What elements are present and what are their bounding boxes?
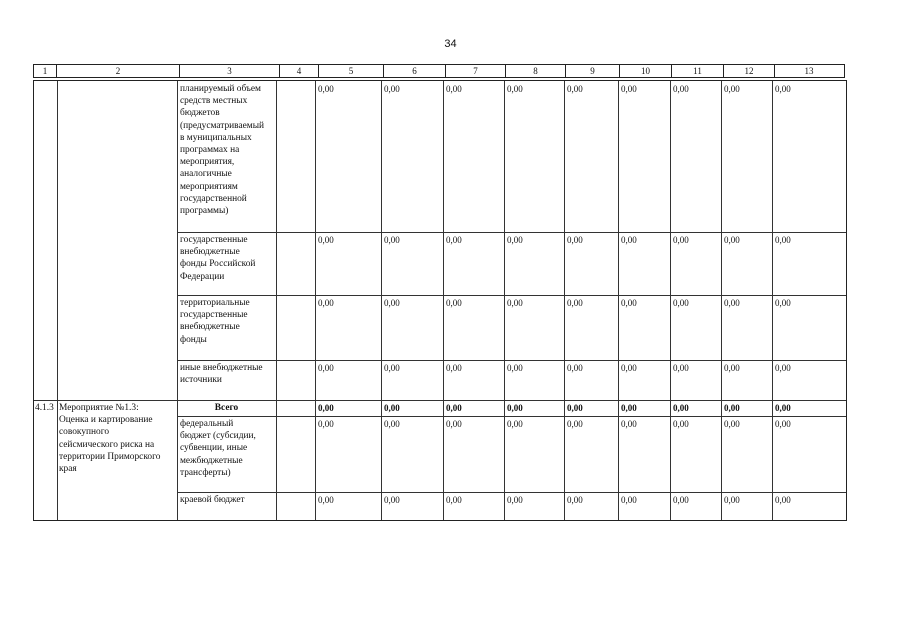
value-cell: 0,00 xyxy=(507,84,523,94)
value-cell: 0,00 xyxy=(318,84,334,94)
col-divider xyxy=(618,81,619,520)
row-divider xyxy=(177,360,846,361)
col-divider xyxy=(381,81,382,520)
value-cell: 0,00 xyxy=(775,84,791,94)
funding-source-cell: иные внебюджетные источники xyxy=(180,363,263,386)
value-cell: 0,00 xyxy=(775,419,791,429)
header-col-10: 10 xyxy=(620,65,672,77)
row-divider xyxy=(177,295,846,296)
value-cell: 0,00 xyxy=(384,235,400,245)
value-cell: 0,00 xyxy=(567,235,583,245)
header-col-2: 2 xyxy=(57,65,180,77)
value-cell: 0,00 xyxy=(775,298,791,308)
header-col-6: 6 xyxy=(384,65,446,77)
header-col-5: 5 xyxy=(319,65,384,77)
col-divider xyxy=(504,81,505,520)
value-cell: 0,00 xyxy=(384,84,400,94)
value-cell: 0,00 xyxy=(446,235,462,245)
value-cell: 0,00 xyxy=(673,298,689,308)
row-divider xyxy=(177,492,846,493)
value-cell: 0,00 xyxy=(673,84,689,94)
value-cell: 0,00 xyxy=(507,419,523,429)
row-divider xyxy=(177,416,846,417)
value-cell: 0,00 xyxy=(384,419,400,429)
value-cell: 0,00 xyxy=(567,84,583,94)
value-cell: 0,00 xyxy=(318,298,334,308)
value-cell: 0,00 xyxy=(567,403,583,413)
header-col-7: 7 xyxy=(446,65,506,77)
row-divider xyxy=(34,400,846,401)
page-number: 34 xyxy=(444,38,457,50)
value-cell: 0,00 xyxy=(446,419,462,429)
value-cell: 0,00 xyxy=(567,495,583,505)
value-cell: 0,00 xyxy=(724,403,740,413)
col-divider xyxy=(772,81,773,520)
value-cell: 0,00 xyxy=(507,298,523,308)
value-cell: 0,00 xyxy=(724,363,740,373)
value-cell: 0,00 xyxy=(446,363,462,373)
value-cell: 0,00 xyxy=(724,495,740,505)
value-cell: 0,00 xyxy=(507,363,523,373)
budget-table xyxy=(33,80,847,521)
col-divider xyxy=(443,81,444,520)
header-col-13: 13 xyxy=(804,66,814,76)
value-cell: 0,00 xyxy=(724,419,740,429)
value-cell: 0,00 xyxy=(621,403,637,413)
value-cell: 0,00 xyxy=(621,84,637,94)
value-cell: 0,00 xyxy=(775,235,791,245)
value-cell: 0,00 xyxy=(621,495,637,505)
funding-source-cell: планируемый объем средств местных бюджетов (предусматриваемый в муниципальных программах на мероприятия, аналогичные мероприятиям государственной программы) xyxy=(180,84,265,217)
value-cell: 0,00 xyxy=(318,495,334,505)
value-cell: 0,00 xyxy=(507,235,523,245)
value-cell: 0,00 xyxy=(446,298,462,308)
header-col-9: 9 xyxy=(566,65,620,77)
measure-number: 4.1.3 xyxy=(35,403,54,413)
funding-source-total: Всего xyxy=(214,403,239,413)
value-cell: 0,00 xyxy=(567,363,583,373)
value-cell: 0,00 xyxy=(507,403,523,413)
value-cell: 0,00 xyxy=(384,495,400,505)
value-cell: 0,00 xyxy=(446,495,462,505)
value-cell: 0,00 xyxy=(318,363,334,373)
funding-source-cell: федеральный бюджет (субсидии, субвенции, иные межбюджетные трансферты) xyxy=(180,419,256,478)
funding-source-cell: государственные внебюджетные фонды Российской Федерации xyxy=(180,235,256,282)
value-cell: 0,00 xyxy=(567,419,583,429)
header-col-11: 11 xyxy=(672,65,724,77)
col-divider xyxy=(276,81,277,520)
value-cell: 0,00 xyxy=(724,235,740,245)
value-cell: 0,00 xyxy=(507,495,523,505)
value-cell: 0,00 xyxy=(318,235,334,245)
header-col-8: 8 xyxy=(506,65,566,77)
value-cell: 0,00 xyxy=(567,298,583,308)
col-divider xyxy=(721,81,722,520)
value-cell: 0,00 xyxy=(446,84,462,94)
row-divider xyxy=(177,232,846,233)
header-col-12: 12 xyxy=(724,65,775,77)
value-cell: 0,00 xyxy=(673,235,689,245)
value-cell: 0,00 xyxy=(384,298,400,308)
col-divider xyxy=(315,81,316,520)
table-header xyxy=(33,64,845,78)
value-cell: 0,00 xyxy=(384,403,400,413)
col-divider xyxy=(670,81,671,520)
value-cell: 0,00 xyxy=(621,363,637,373)
value-cell: 0,00 xyxy=(673,403,689,413)
value-cell: 0,00 xyxy=(446,403,462,413)
funding-source-cell: территориальные государственные внебюджетные фонды xyxy=(180,298,250,345)
value-cell: 0,00 xyxy=(384,363,400,373)
funding-source-cell: краевой бюджет xyxy=(180,495,245,505)
header-col-1: 1 xyxy=(34,65,57,77)
value-cell: 0,00 xyxy=(775,495,791,505)
value-cell: 0,00 xyxy=(621,298,637,308)
header-col-3: 3 xyxy=(180,65,280,77)
value-cell: 0,00 xyxy=(673,419,689,429)
value-cell: 0,00 xyxy=(621,419,637,429)
col-divider xyxy=(564,81,565,520)
col-divider xyxy=(177,81,178,520)
measure-name: Мероприятие №1.3: Оценка и картирование совокупного сейсмического риска на территории Приморского края xyxy=(59,403,161,475)
value-cell: 0,00 xyxy=(775,403,791,413)
value-cell: 0,00 xyxy=(318,419,334,429)
col-divider xyxy=(57,81,58,520)
value-cell: 0,00 xyxy=(724,84,740,94)
value-cell: 0,00 xyxy=(318,403,334,413)
value-cell: 0,00 xyxy=(673,495,689,505)
value-cell: 0,00 xyxy=(621,235,637,245)
value-cell: 0,00 xyxy=(673,363,689,373)
value-cell: 0,00 xyxy=(775,363,791,373)
value-cell: 0,00 xyxy=(724,298,740,308)
header-col-4: 4 xyxy=(280,65,319,77)
